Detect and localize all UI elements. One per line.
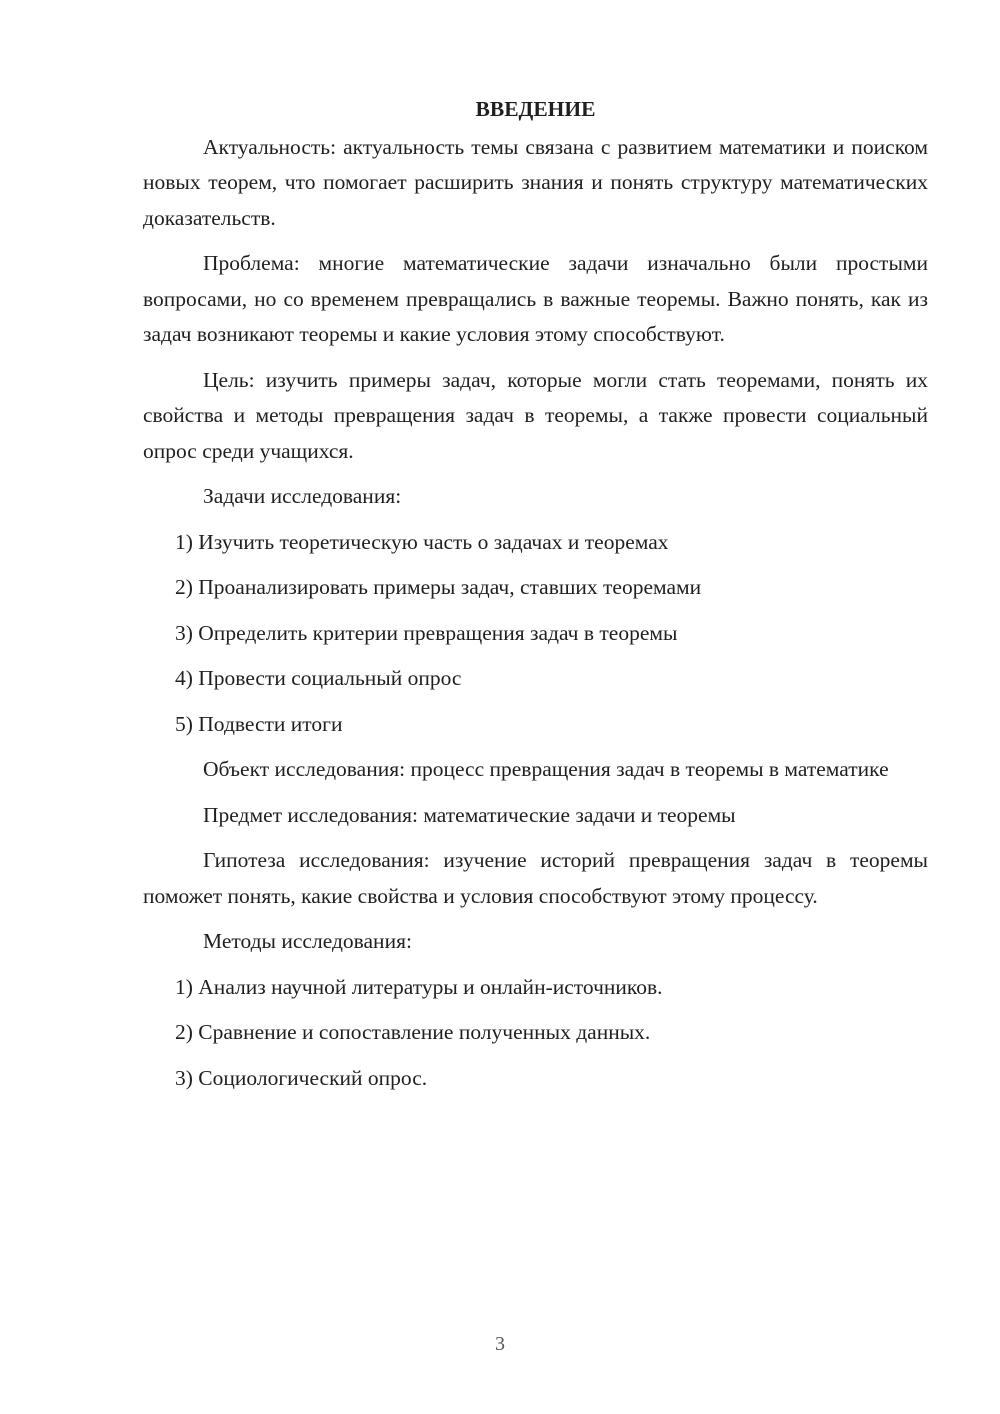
list-item: 3) Определить критерии превращения задач в теоремы (175, 620, 678, 645)
list-item: 2) Проанализировать примеры задач, ставших теоремами (175, 575, 702, 599)
paragraph-goal: Цель: изучить примеры задач, которые могли стать теоремами, понять их свойства и методы превращения задач в теоремы, а также провести социальный опрос среди учащихся. (143, 367, 928, 463)
list-item: 2) Сравнение и сопоставление полученных данных. (175, 1020, 651, 1044)
paragraph-problem: Проблема: многие математические задачи изначально были простыми вопросами, но со временем превращались в важные теоремы. Важно понять, как из задач возникают теоремы и какие условия этому способствуют. (143, 251, 928, 346)
list-item: 5) Подвести итоги (175, 711, 343, 736)
methods-list (143, 970, 928, 1097)
tasks-heading: Задачи исследования: (203, 484, 402, 508)
paragraph-object: Объект исследования: процесс превращения задач в теоремы в математике (203, 757, 889, 781)
page-number: 3 (495, 1333, 505, 1355)
paragraph-hypothesis: Гипотеза исследования: изучение историй превращения задач в теоремы поможет понять, какие свойства и условия способствуют этому процессу. (143, 848, 928, 908)
paragraph-subject: Предмет исследования: математические задачи и теоремы (203, 802, 736, 827)
list-item: 3) Социологический опрос. (175, 1065, 428, 1090)
page-title: ВВЕДЕНИЕ (475, 97, 596, 121)
tasks-list (143, 525, 928, 743)
list-item: 1) Изучить теоретическую часть о задачах и теоремах (175, 529, 669, 554)
paragraph-relevance: Актуальность: актуальность темы связана с развитием математики и поиском новых теорем, что помогает расширить знания и понять структуру математических доказательств. (143, 134, 928, 230)
document-page (143, 92, 928, 1106)
methods-heading: Методы исследования: (203, 929, 412, 953)
list-item: 4) Провести социальный опрос (175, 666, 462, 690)
list-item: 1) Анализ научной литературы и онлайн-источников. (175, 974, 663, 999)
